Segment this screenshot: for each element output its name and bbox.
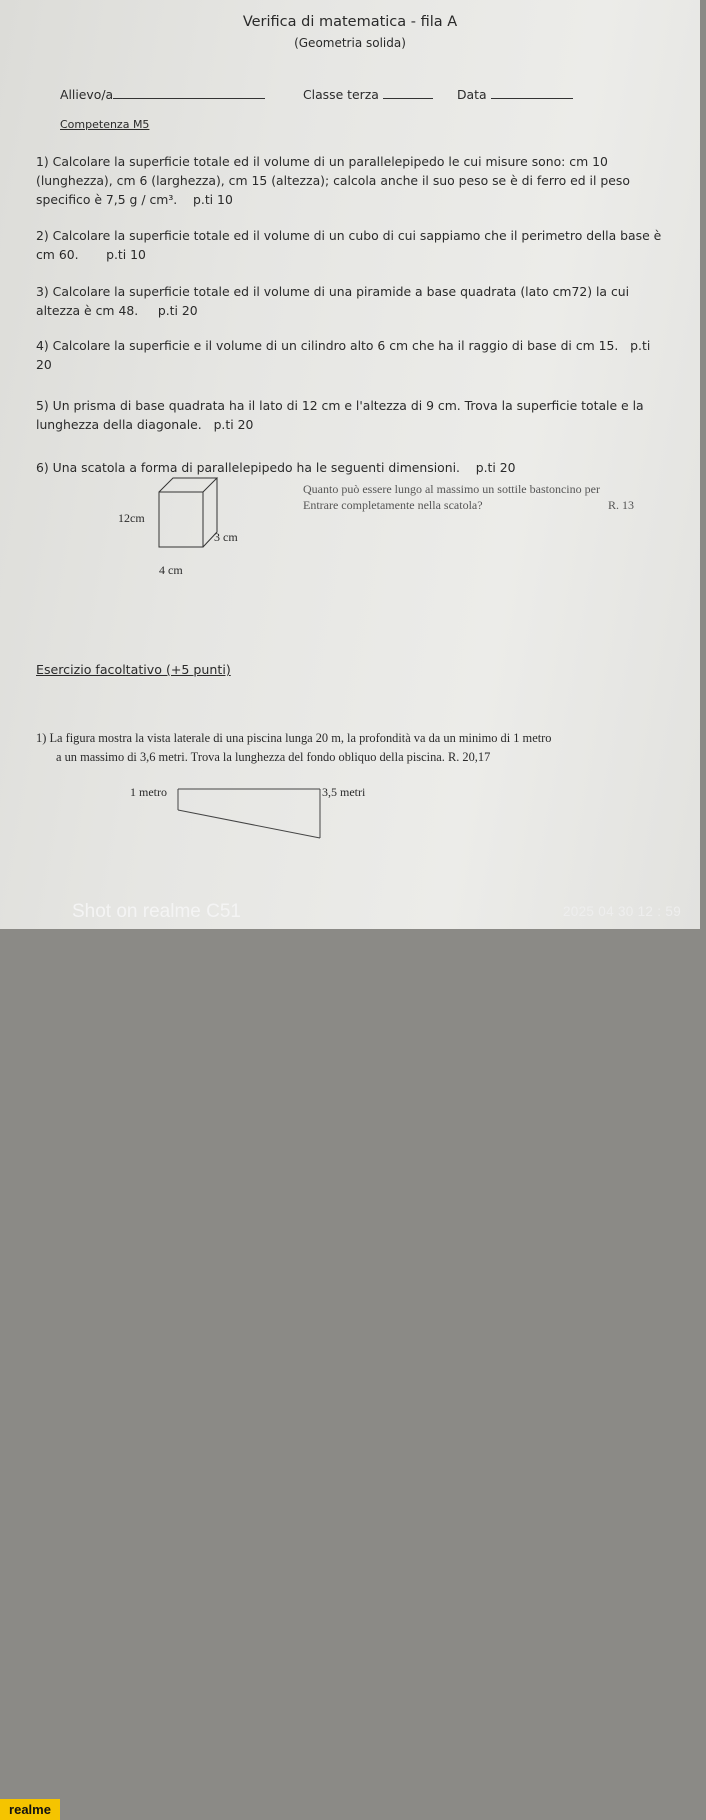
competence-label: Competenza M5	[60, 118, 150, 131]
box-diagram	[158, 476, 220, 548]
exercise-number: 3)	[36, 284, 49, 299]
realme-logo: realme	[0, 1799, 60, 1820]
date-blank	[491, 86, 573, 99]
box-depth-label: 3 cm	[214, 530, 238, 544]
exercise-text: Un prisma di base quadrata ha il lato di 12 cm e l'altezza di 9 cm. Trova la superficie totale e la lunghezza della diagonale.	[36, 398, 644, 432]
pool-right-label: 3,5 metri	[322, 785, 366, 799]
exercise-text: Calcolare la superficie e il volume di un cilindro alto 6 cm che ha il raggio di base di cm 15.	[52, 338, 619, 353]
exercise-text: Una scatola a forma di parallelepipedo ha le seguenti dimensioni.	[52, 460, 460, 475]
student-label: Allievo/a	[60, 87, 114, 102]
class-blank	[383, 86, 433, 99]
exercise-6	[36, 458, 664, 477]
exercise-text: Calcolare la superficie totale ed il volume di un cubo di cui sappiamo che il perimetro della base è cm 60.	[36, 228, 662, 262]
box-height-label: 12cm	[118, 511, 145, 525]
page-subtitle: (Geometria solida)	[294, 36, 406, 50]
exercise-3	[36, 282, 664, 320]
date-label: Data	[457, 87, 487, 102]
pool-left-label: 1 metro	[130, 785, 167, 799]
optional-text-1: La figura mostra la vista laterale di una piscina lunga 20 m, la profondità va da un minimo di 1 metro	[49, 731, 552, 745]
exercise-5	[36, 396, 664, 434]
exercise-2	[36, 226, 664, 264]
exercise-number: 1)	[36, 154, 49, 169]
date-field	[457, 86, 573, 102]
exercise-number: 6)	[36, 460, 49, 475]
exercise-points: p.ti 20	[36, 338, 651, 372]
photo-timestamp: 2025 04 30 12 : 59	[563, 904, 682, 919]
optional-line-2: a un massimo di 3,6 metri. Trova la lunghezza del fondo obliquo della piscina. R. 20,17	[56, 750, 491, 764]
exercise-points: p.ti 10	[106, 247, 146, 262]
optional-heading: Esercizio facoltativo (+5 punti)	[36, 662, 231, 677]
pool-diagram	[176, 786, 322, 840]
exercise-text: Calcolare la superficie totale ed il volume di un parallelepipedo le cui misure sono: cm 10 (lunghezza), cm 6 (larghezza), cm 15 (altezza); calcola anche il suo peso se è di ferro ed il peso specifico è 7,5 g / cm³.	[36, 154, 630, 207]
exercise-points: p.ti 10	[193, 192, 233, 207]
page-title: Verifica di matematica - fila A	[242, 14, 458, 30]
exercise-number: 2)	[36, 228, 49, 243]
optional-line-1	[36, 731, 551, 746]
exercise-4	[36, 336, 664, 374]
shot-on-text: Shot on realme C51	[72, 901, 241, 922]
exercise-points: p.ti 20	[213, 417, 254, 432]
exercise-1	[36, 152, 664, 209]
exercise-number: 4)	[36, 338, 49, 353]
exercise-points: p.ti 20	[157, 303, 198, 318]
exercise-points: p.ti 20	[475, 460, 516, 475]
exercise-text: Calcolare la superficie totale ed il volume di una piramide a base quadrata (lato cm72) la cui altezza è cm 48.	[36, 284, 630, 318]
optional-number: 1)	[36, 731, 47, 745]
box-question-line-2: Entrare completamente nella scatola?	[303, 498, 483, 512]
box-question-line-1: Quanto può essere lungo al massimo un sottile bastoncino per	[303, 482, 600, 496]
camera-watermark	[0, 898, 706, 1817]
student-name-field	[60, 86, 265, 102]
box-answer: R. 13	[608, 498, 635, 512]
box-width-label: 4 cm	[159, 563, 183, 577]
class-label: Classe terza	[303, 87, 379, 102]
class-field	[303, 86, 433, 102]
exercise-number: 5)	[36, 398, 49, 413]
student-blank	[113, 86, 265, 99]
